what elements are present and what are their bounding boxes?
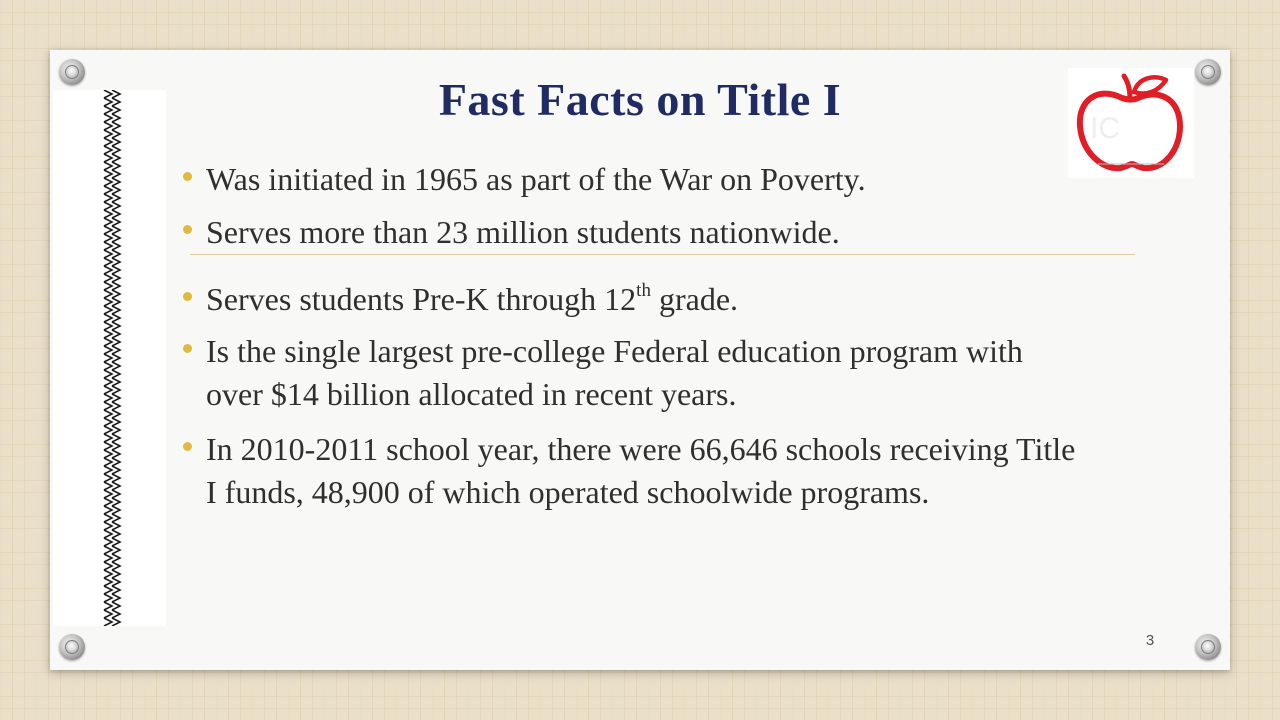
bullet-item: [180, 428, 1080, 514]
bullet-text: In 2010-2011 school year, there were 66,646 schools receiving Title I funds, 48,900 of which operated schoolwide programs.: [206, 431, 1076, 510]
rivet-bottom-right-icon: [1195, 634, 1221, 660]
notebook-binding: [53, 90, 166, 626]
bullet-item: [180, 158, 1080, 201]
rivet-top-right-icon: [1195, 59, 1221, 85]
bullet-superscript: th: [636, 280, 651, 302]
apple-logo-icon: [1068, 68, 1194, 178]
bullet-text: Was initiated in 1965 as part of the War on Poverty.: [206, 161, 866, 197]
bullet-list: [180, 158, 1080, 514]
bullet-item: [180, 278, 1080, 321]
bullet-text: Serves students Pre-K through 12: [206, 281, 637, 317]
rivet-bottom-left-icon: [59, 634, 85, 660]
svg-text:IC: IC: [1090, 112, 1120, 145]
page-number: 3: [1145, 632, 1155, 649]
slide-title: Fast Facts on Title I: [438, 74, 842, 125]
bullet-text-suffix: grade.: [650, 281, 739, 317]
bullet-item: [180, 211, 1080, 254]
bullet-text: Is the single largest pre-college Federal education program with over $14 billion allocated in recent years.: [206, 333, 1023, 412]
rivet-top-left-icon: [59, 59, 85, 85]
spiral-binding-icon: [100, 90, 124, 626]
bullet-item: [180, 330, 1080, 416]
bullet-text: Serves more than 23 million students nationwide.: [206, 214, 840, 250]
